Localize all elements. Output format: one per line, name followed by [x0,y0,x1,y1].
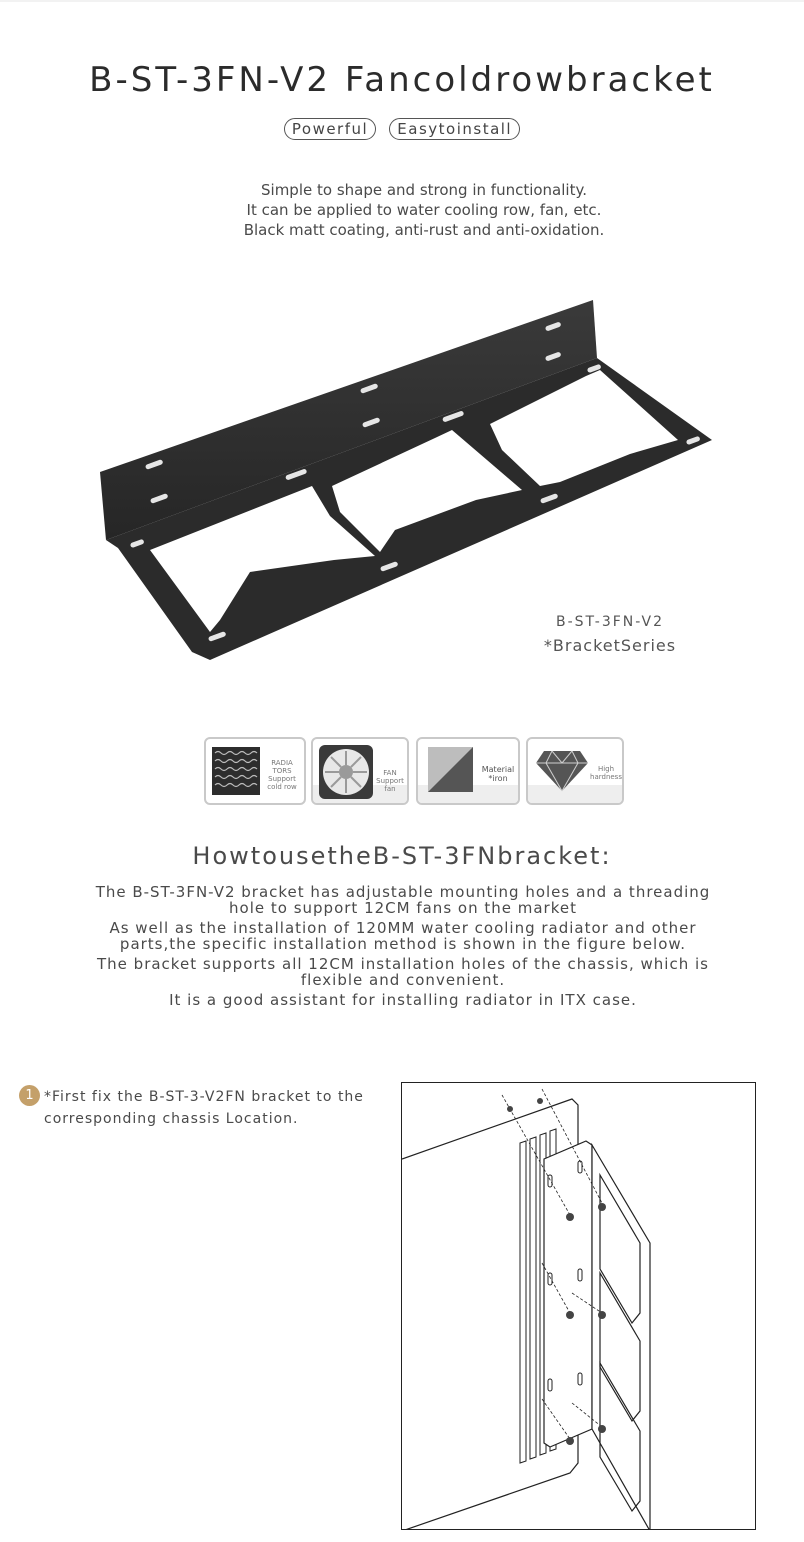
howto-description [90,884,716,1012]
installation-drawing [402,1083,756,1530]
feature-label: High hardness [590,765,622,781]
tag-powerful: Powerful [284,118,376,140]
intro-line: Black matt coating, anti-rust and anti-oxidation. [243,221,605,239]
feature-label: RADIA TORS Support cold row [267,759,297,791]
product-series: *BracketSeries [543,636,677,655]
feature-label: FAN Support fan [376,769,404,793]
feature-label: Material *iron [481,765,515,783]
product-model: B-ST-3FN-V2 [555,614,664,630]
feature-fan [311,737,409,805]
feature-material [416,737,520,805]
diamond-icon [534,747,590,795]
howto-paragraph: The B-ST-3FN-V2 bracket has adjustable mounting holes and a threading hole to support 12CM fans on the market [95,883,711,917]
feature-tags [0,118,804,140]
bracket-product-image [90,290,730,670]
intro-line: It can be applied to water cooling row, fan, etc. [246,201,602,219]
howto-paragraph: The bracket supports all 12CM installation holes of the chassis, which is flexible and convenient. [97,955,709,989]
feature-hardness [526,737,624,805]
feature-radiator [204,737,306,805]
page-title: B-ST-3FN-V2 Fancoldrowbracket [89,60,715,100]
howto-heading: HowtousetheB-ST-3FNbracket: [192,842,612,870]
fan-icon [316,742,376,802]
howto-paragraph: It is a good assistant for installing radiator in ITX case. [169,991,637,1009]
step-text: *First fix the B-ST-3-V2FN bracket to the corresponding chassis Location. [44,1089,364,1127]
material-icon [428,747,478,797]
top-divider [0,0,804,2]
tag-easy-install: Easytoinstall [389,118,520,140]
step-number-badge: 1 [19,1085,40,1106]
installation-diagram [401,1082,756,1530]
howto-paragraph: As well as the installation of 120MM water cooling radiator and other parts,the specific installation method is shown in the figure below. [109,919,697,953]
intro-text [232,180,616,240]
feature-icons-row [204,737,634,809]
intro-line: Simple to shape and strong in functionality. [261,181,587,199]
